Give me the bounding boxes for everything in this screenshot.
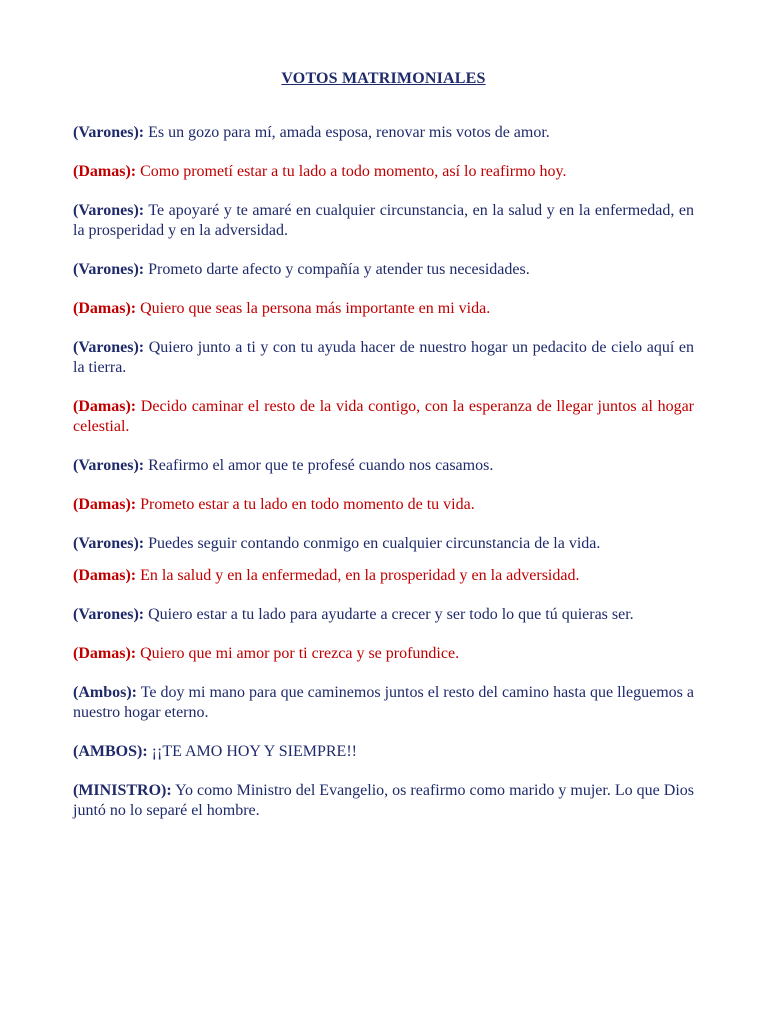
speaker-label: (Varones): bbox=[73, 339, 145, 356]
vow-line-11 bbox=[73, 566, 694, 586]
speaker-label: (Damas): bbox=[73, 163, 137, 180]
speaker-label: (Varones): bbox=[73, 535, 145, 552]
vow-line-1 bbox=[73, 123, 694, 143]
vow-line-5 bbox=[73, 299, 694, 319]
vow-line-9 bbox=[73, 495, 694, 515]
vow-line-3 bbox=[73, 201, 694, 241]
speaker-label: (Varones): bbox=[73, 202, 145, 219]
vow-text: Yo como Ministro del Evangelio, os reafirmo como marido y mujer. Lo que Dios juntó no lo separé el hombre. bbox=[73, 782, 694, 819]
vow-text: Decido caminar el resto de la vida contigo, con la esperanza de llegar juntos al hogar celestial. bbox=[73, 398, 695, 435]
speaker-label: (Damas): bbox=[73, 398, 137, 415]
document-page bbox=[73, 68, 694, 821]
vow-line-10 bbox=[73, 534, 694, 554]
vow-text: Quiero que seas la persona más importante en mi vida. bbox=[140, 300, 491, 317]
vow-text: Prometo darte afecto y compañía y atender tus necesidades. bbox=[148, 261, 530, 278]
vow-text: Puedes seguir contando conmigo en cualquier circunstancia de la vida. bbox=[148, 535, 601, 552]
speaker-label: (Damas): bbox=[73, 300, 137, 317]
vow-line-7 bbox=[73, 397, 694, 437]
document-title: VOTOS MATRIMONIALES bbox=[281, 70, 486, 87]
vow-text: En la salud y en la enfermedad, en la prosperidad y en la adversidad. bbox=[140, 567, 580, 584]
vow-line-16 bbox=[73, 781, 694, 821]
vow-line-8 bbox=[73, 456, 694, 476]
speaker-label: (Varones): bbox=[73, 606, 145, 623]
speaker-label: (MINISTRO): bbox=[73, 782, 172, 799]
vow-text: Te doy mi mano para que caminemos juntos el resto del camino hasta que lleguemos a nuestro hogar eterno. bbox=[73, 684, 694, 721]
vow-text: Quiero junto a ti y con tu ayuda hacer de nuestro hogar un pedacito de cielo aquí en la tierra. bbox=[73, 339, 695, 376]
vow-text: Como prometí estar a tu lado a todo momento, así lo reafirmo hoy. bbox=[140, 163, 567, 180]
vow-line-14 bbox=[73, 683, 694, 723]
vow-line-4 bbox=[73, 260, 694, 280]
vow-text: Prometo estar a tu lado en todo momento de tu vida. bbox=[140, 496, 475, 513]
speaker-label: (Varones): bbox=[73, 124, 145, 141]
speaker-label: (Damas): bbox=[73, 496, 137, 513]
vow-line-2 bbox=[73, 162, 694, 182]
speaker-label: (Damas): bbox=[73, 645, 137, 662]
speaker-label: (Varones): bbox=[73, 457, 145, 474]
speaker-label: (AMBOS): bbox=[73, 743, 148, 760]
speaker-label: (Damas): bbox=[73, 567, 137, 584]
vow-text: ¡¡TE AMO HOY Y SIEMPRE!! bbox=[151, 743, 357, 760]
vow-line-6 bbox=[73, 338, 694, 378]
vow-line-12 bbox=[73, 605, 694, 625]
speaker-label: (Ambos): bbox=[73, 684, 137, 701]
speaker-label: (Varones): bbox=[73, 261, 145, 278]
vow-line-13 bbox=[73, 644, 694, 664]
vow-text: Quiero que mi amor por ti crezca y se profundice. bbox=[140, 645, 460, 662]
vow-text: Te apoyaré y te amaré en cualquier circunstancia, en la salud y en la enfermedad, en la prosperidad y en la adversidad. bbox=[73, 202, 695, 239]
vow-text: Es un gozo para mí, amada esposa, renovar mis votos de amor. bbox=[148, 124, 550, 141]
vow-text: Quiero estar a tu lado para ayudarte a crecer y ser todo lo que tú quieras ser. bbox=[148, 606, 634, 623]
vow-line-15 bbox=[73, 742, 694, 762]
vow-text: Reafirmo el amor que te profesé cuando nos casamos. bbox=[148, 457, 494, 474]
